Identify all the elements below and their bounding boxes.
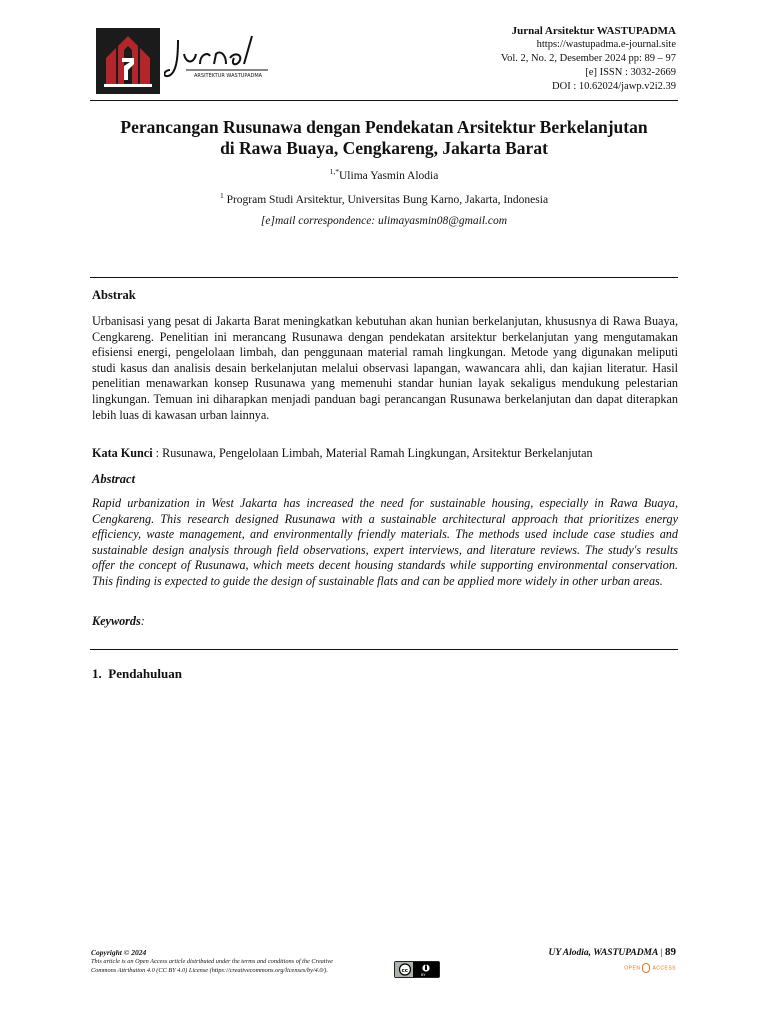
title-line-2: di Rawa Buaya, Cengkareng, Jakarta Barat bbox=[220, 138, 548, 158]
journal-name: Jurnal Arsitektur WASTUPADMA bbox=[511, 25, 676, 37]
journal-logo-icon bbox=[96, 28, 160, 94]
affiliation-text: Program Studi Arsitektur, Universitas Bung Karno, Jakarta, Indonesia bbox=[226, 193, 549, 206]
kata-kunci-values: : Rusunawa, Pengelolaan Limbah, Material Ramah Lingkungan, Arsitektur Berkelanjutan bbox=[152, 446, 593, 460]
journal-meta bbox=[501, 24, 676, 94]
abstract-top-rule bbox=[90, 277, 678, 278]
keywords-values: : bbox=[140, 614, 145, 628]
kata-kunci-label: Kata Kunci bbox=[92, 446, 153, 460]
kata-kunci-line bbox=[92, 446, 678, 462]
section-title: Pendahuluan bbox=[108, 666, 182, 681]
footer-license bbox=[91, 948, 401, 975]
license-line-1: This article is an Open Access article distributed under the terms and conditions of the Creative bbox=[91, 958, 333, 965]
footer-separator: | bbox=[660, 948, 663, 958]
license-line-2[interactable]: Commons Attribution 4.0 (CC BY 4.0) License (https://creativecommons.org/licenses/by/4.0/). bbox=[91, 967, 328, 974]
abstract-heading: Abstract bbox=[92, 472, 136, 486]
open-access-logo-icon bbox=[624, 963, 676, 973]
abstract-text: Rapid urbanization in West Jakarta has increased the need for sustainable housing, especially in Rawa Buaya, Cengkareng. This research designed Rusunawa with a sustainable architectural approach that prioritizes energy efficiency, waste management, and environmentally friendly materials. The methods used include case studies and sustainable design analysis through field observations, expert interviews, and literature reviews. The study's results offer the concept of Rusunawa, which meets decent housing standards while supporting environmental conservation. This finding is expected to guide the design of sustainable flats and can be applied more widely in other urban areas. bbox=[92, 496, 678, 588]
page-number: 89 bbox=[665, 946, 676, 958]
abstrak-section bbox=[92, 288, 678, 303]
header-rule bbox=[90, 100, 678, 101]
svg-text:cc: cc bbox=[401, 968, 409, 974]
abstract-bottom-rule bbox=[90, 649, 678, 650]
section-heading bbox=[92, 666, 678, 682]
affiliation-line bbox=[60, 191, 708, 206]
affiliation-superscript: 1 bbox=[219, 191, 224, 200]
author-superscript: 1,* bbox=[329, 167, 339, 176]
abstrak-text: Urbanisasi yang pesat di Jakarta Barat meningkatkan kebutuhan akan hunian berkelanjutan, khususnya di Rawa Buaya, Cengkareng. Penelitian ini merancang Rusunawa dengan pendekatan arsitektur berkelanjutan yang mengutamakan efisiensi energi, pengelolaan limbah, dan penggunaan material ramah lingkungan. Metode yang digunakan meliputi studi kasus dan analisis desain berkelanjutan melalui observasi lapangan, wawancara ahli, dan kajian literatur. Hasil penelitian menawarkan konsep Rusunawa yang memenuhi standar hunian layak sekaligus mendukung pelestarian lingkungan. Temuan ini diharapkan menjadi panduan bagi perancangan Rusunawa berkelanjutan dan dapat diterapkan lebih luas di kawasan urban lainnya. bbox=[92, 314, 678, 422]
abstract-section bbox=[92, 472, 678, 487]
author-line bbox=[60, 167, 708, 182]
article-title bbox=[60, 117, 708, 159]
journal-url[interactable]: https://wastupadma.e-journal.site bbox=[536, 39, 676, 50]
running-footer bbox=[548, 946, 676, 958]
keywords-label: Keywords bbox=[92, 614, 141, 628]
author-name: Ulima Yasmin Alodia bbox=[339, 169, 439, 182]
keywords-line bbox=[92, 614, 678, 630]
running-author: UY Alodia, WASTUPADMA bbox=[548, 948, 659, 958]
issn: [e] ISSN : 3032-2669 bbox=[585, 67, 676, 78]
journal-wordmark bbox=[164, 30, 276, 86]
copyright: Copyright © 2024 bbox=[91, 948, 147, 957]
doi[interactable]: DOI : 10.62024/jawp.v2i2.39 bbox=[552, 81, 676, 92]
volume-pages: Vol. 2, No. 2, Desember 2024 pp: 89 – 97 bbox=[500, 53, 676, 64]
svg-text:ARSITEKTUR WASTUPADMA: ARSITEKTUR WASTUPADMA bbox=[194, 73, 263, 79]
open-access-right: ACCESS bbox=[652, 965, 676, 972]
svg-text:BY: BY bbox=[421, 973, 426, 977]
cc-by-license-icon[interactable] bbox=[394, 961, 440, 978]
open-lock-icon bbox=[642, 963, 650, 973]
title-line-1: Perancangan Rusunawa dengan Pendekatan Arsitektur Berkelanjutan bbox=[120, 117, 648, 137]
correspondence-email[interactable]: [e]mail correspondence: ulimayasmin08@gmail.com bbox=[260, 215, 508, 227]
section-number: 1. bbox=[92, 666, 102, 681]
open-access-left: OPEN bbox=[624, 965, 641, 972]
abstrak-heading: Abstrak bbox=[92, 288, 136, 302]
